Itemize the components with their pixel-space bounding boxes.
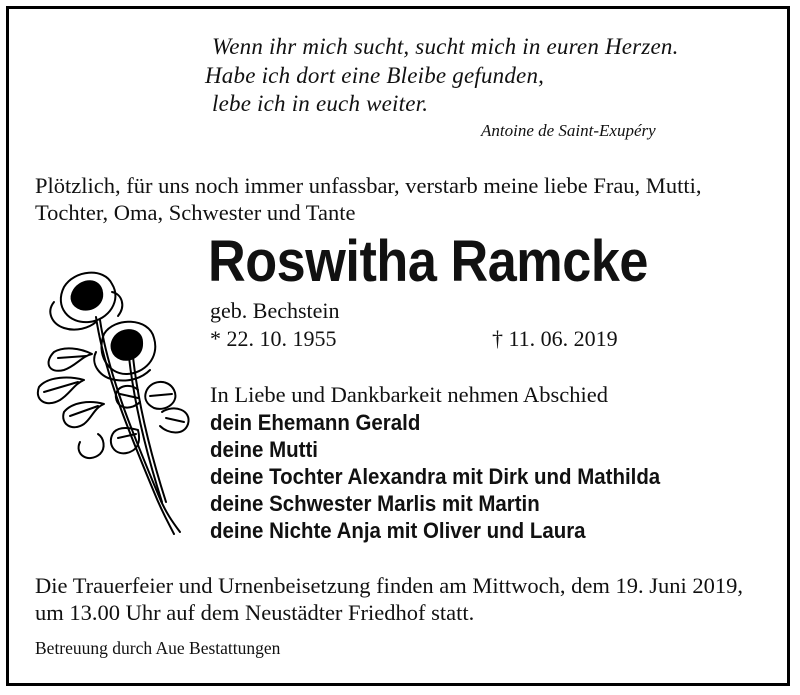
mourner-item: deine Tochter Alexandra mit Dirk und Mathilda (210, 464, 661, 489)
service-line-1: Die Trauerfeier und Urnenbeisetzung finden am Mittwoch, dem 19. Juni 2019, (35, 573, 743, 598)
maiden-name: geb. Bechstein (210, 298, 340, 323)
quote-line-2: Habe ich dort eine Bleibe gefunden, (205, 63, 545, 88)
announcement-line-2: Tochter, Oma, Schwester und Tante (35, 200, 356, 225)
mourner-item: dein Ehemann Gerald (210, 410, 421, 435)
quote-line-1: Wenn ihr mich sucht, sucht mich in euren Herzen. (212, 34, 679, 59)
birth-date: * 22. 10. 1955 (210, 326, 337, 351)
mourner-item: deine Mutti (210, 437, 318, 462)
mourners-intro: In Liebe und Dankbarkeit nehmen Abschied (210, 382, 609, 407)
service-line-2: um 13.00 Uhr auf dem Neustädter Friedhof statt. (35, 600, 475, 625)
mourner-item: deine Schwester Marlis mit Martin (210, 491, 540, 516)
quote-author: Antoine de Saint-Exupéry (481, 121, 656, 140)
announcement-line-1: Plötzlich, für uns noch immer unfassbar, verstarb meine liebe Frau, Mutti, (35, 173, 702, 198)
mourner-item: deine Nichte Anja mit Oliver und Laura (210, 518, 586, 543)
roses-icon (34, 262, 204, 542)
death-date: † 11. 06. 2019 (492, 326, 618, 351)
undertaker-note: Betreuung durch Aue Bestattungen (35, 638, 281, 658)
deceased-name: Roswitha Ramcke (208, 229, 649, 294)
quote-line-3: lebe ich in euch weiter. (212, 91, 429, 116)
